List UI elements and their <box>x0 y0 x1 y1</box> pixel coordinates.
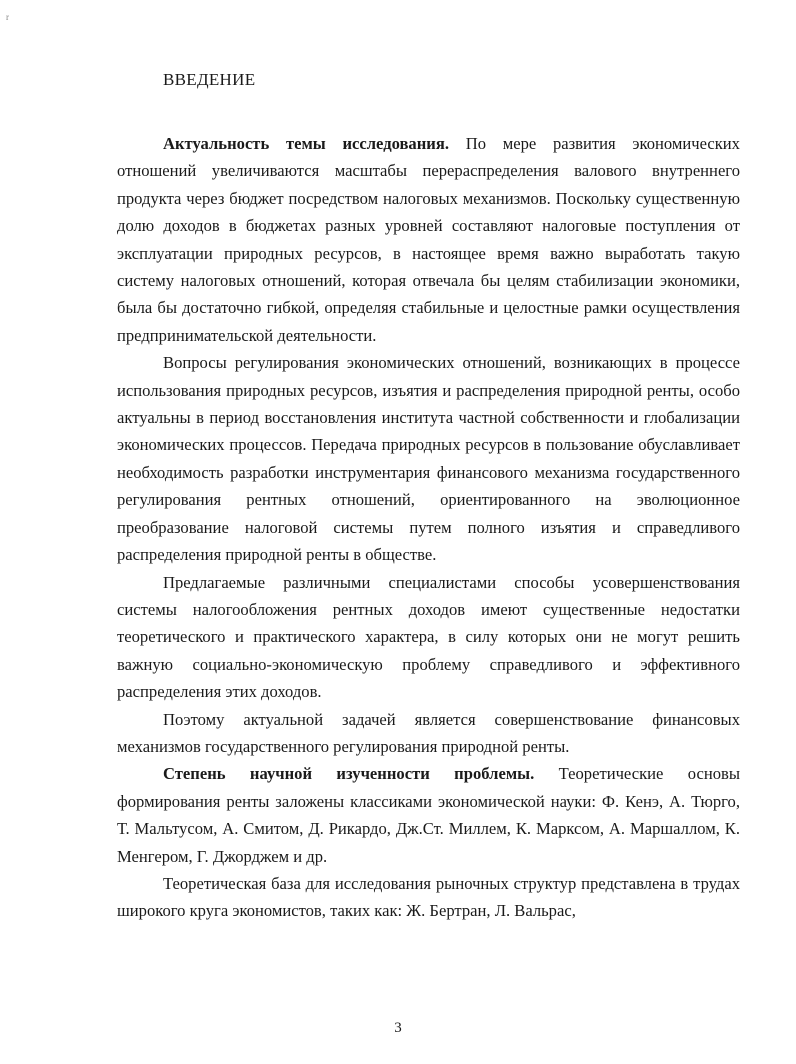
paragraph-text: Вопросы регулирования экономических отношений, возникающих в процессе использования природных ресурсов, изъятия и распределения природной ренты, особо актуальны в период восстановления института частной собственности и глобализации экономических процессов. Передача природных ресурсов в пользование обуславливает необходимость разработки инструментария финансового механизма государственного регулирования рентных отношений, ориентированного на эволюционное преобразование налоговой системы путем полного изъятия и справедливого распределения природной ренты в обществе. <box>117 353 740 565</box>
paragraph-text: По мере развития экономических отношений увеличиваются масштабы перераспределения валового внутреннего продукта через бюджет посредством налоговых механизмов. Поскольку существенную долю доходов в бюджетах разных уровней составляют налоговые поступления от эксплуатации природных ресурсов, в настоящее время важно выработать такую систему налоговых отношений, которая отвечала бы целям стабилизации экономики, была бы достаточно гибкой, определяя стабильные и целостные рамки осуществления предпринимательской деятельности. <box>117 134 740 345</box>
body-text <box>117 130 740 925</box>
paragraph-task <box>117 706 740 761</box>
paragraph-relevance <box>117 130 740 349</box>
paragraph-text: Предлагаемые различными специалистами способы усовершенствования системы налогообложения рентных доходов имеют существенные недостатки теоретического и практического характера, в силу которых они не могут решить важную социально-экономическую проблему справедливого и эффективного распределения этих доходов. <box>117 572 740 702</box>
paragraph-theoretical-base <box>117 870 740 925</box>
page-number: 3 <box>394 1020 402 1036</box>
paragraph-lead: Актуальность темы исследования. <box>163 134 449 153</box>
paragraph-text: Теоретические основы формирования ренты заложены классиками экономической науки: Ф. Кенэ, А. Тюрго, Т. Мальтусом, А. Смитом, Д. Рикардо, Дж.Ст. Миллем, К. Марксом, А. Маршаллом, К. Менгером, Г. Джорджем и др. <box>117 764 740 866</box>
paragraph-lead: Степень научной изученности проблемы. <box>163 764 535 784</box>
paragraph-text: Поэтому актуальной задачей является совершенствование финансовых механизмов государственного регулирования природной ренты. <box>117 709 740 756</box>
paragraph-text: Теоретическая база для исследования рыночных структур представлена в трудах широкого круга экономистов, таких как: Ж. Бертран, Л. Вальрас, <box>117 873 740 921</box>
paragraph-study-degree <box>117 760 740 870</box>
corner-mark: r <box>6 12 9 22</box>
paragraph-regulation <box>117 349 740 568</box>
paragraph-methods <box>117 569 740 706</box>
section-heading: ВВЕДЕНИЕ <box>163 70 256 89</box>
